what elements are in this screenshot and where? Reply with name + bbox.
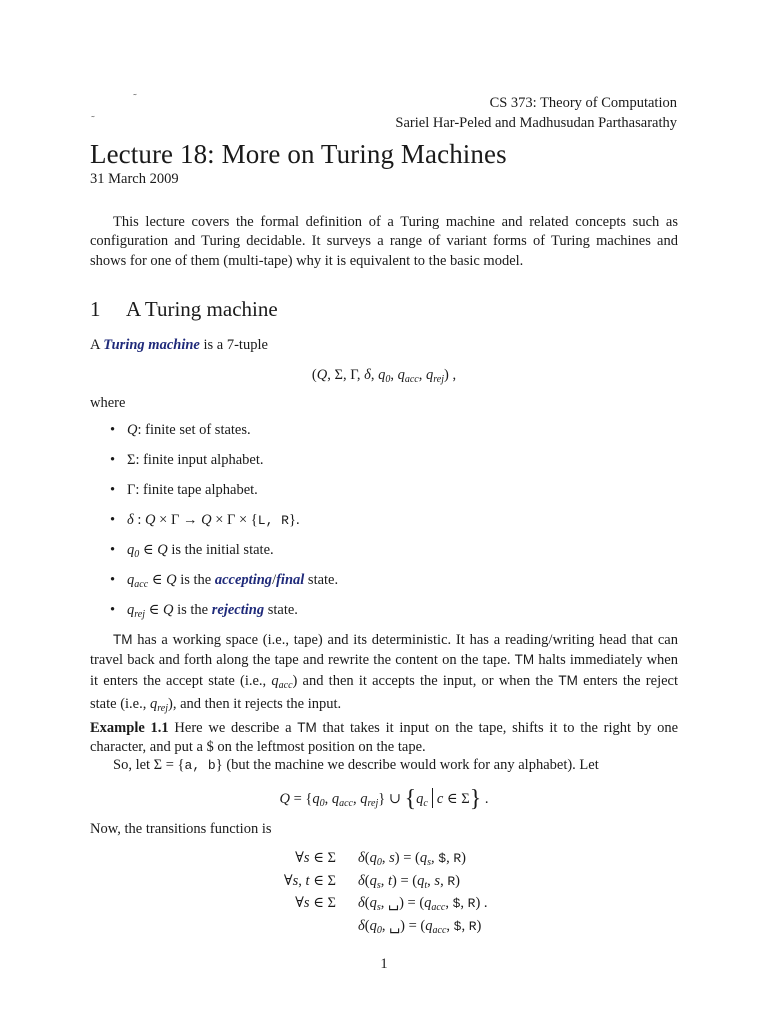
- state-set-formula: $Q = \{q_0$, $q_{acc}$, $q_{rej}$} ∪ {$q_c$ c ∈ Σ} .: [279, 786, 489, 812]
- intro-paragraph: This lecture covers the formal definition of a Turing machine and related concepts such as configuration and Turing decidable. It surveys a range of variant forms of Turing machines and shows for one of them (multi-tape) why it is equivalent to the basic model.: [90, 214, 678, 269]
- lecture-date: 31 March 2009: [90, 171, 179, 187]
- header-mark: ˜: [91, 114, 95, 126]
- example-label: Example 1.1: [90, 720, 169, 736]
- alphabet-sentence: So, let Σ = {a, b} (but the machine we describe would work for any alphabet). Let: [113, 757, 599, 773]
- lecture-title: Lecture 18: More on Turing Machines: [90, 139, 507, 169]
- header-mark: ˜: [133, 92, 137, 104]
- authors: Sariel Har-Peled and Madhusudan Parthasarathy: [395, 115, 677, 131]
- transition-function-table: [0, 850, 768, 940]
- tuple-formula: (Q, Σ, Γ, δ, $q_0$, $q_{acc}$, $q_{rej}$) ,: [311, 367, 457, 385]
- section-heading: [90, 297, 278, 322]
- page-number: 1: [380, 956, 388, 972]
- tm-description-paragraph: TM has a working space (i.e., tape) and its deterministic. It has a reading/writing head that can travel back and forth along the tape and rewrite the content on the tape. TM halts immediately when it enters the accept state (i.e., $q_{acc}$) and then it accepts the input, or when the TM enters the reject state (i.e., $q_{rej}$), and then it rejects the input.: [90, 632, 678, 714]
- table-row: ∀s ∈ Σ $\delta(q_s$, ␣) = ($q_{acc}$, $, R) .: [295, 895, 488, 913]
- definition-line: A Turing machine is a 7-tuple: [90, 337, 268, 353]
- where-text: where: [90, 395, 126, 411]
- term-turing-machine: Turing machine: [103, 337, 200, 353]
- section-number: 1: [90, 297, 101, 321]
- course-title: CS 373: Theory of Computation: [489, 95, 677, 111]
- table-row: ∀s ∈ Σ $\delta(q_0$, $s) = (q_s$, $, R): [295, 850, 466, 868]
- table-row: ∀s, t ∈ Σ $\delta(q_s$, $t) = (q_t$, s, R): [283, 872, 460, 891]
- transitions-intro: Now, the transitions function is: [90, 821, 272, 837]
- table-row: $\delta(q_0$, ␣) = ($q_{acc}$, $, R): [358, 917, 482, 936]
- example-paragraph: Example 1.1 Here we describe a TM that takes it input on the tape, shifts it to the right by one character, and put a $ on the leftmost position on the tape.: [90, 720, 679, 756]
- section-title: A Turing machine: [126, 297, 278, 321]
